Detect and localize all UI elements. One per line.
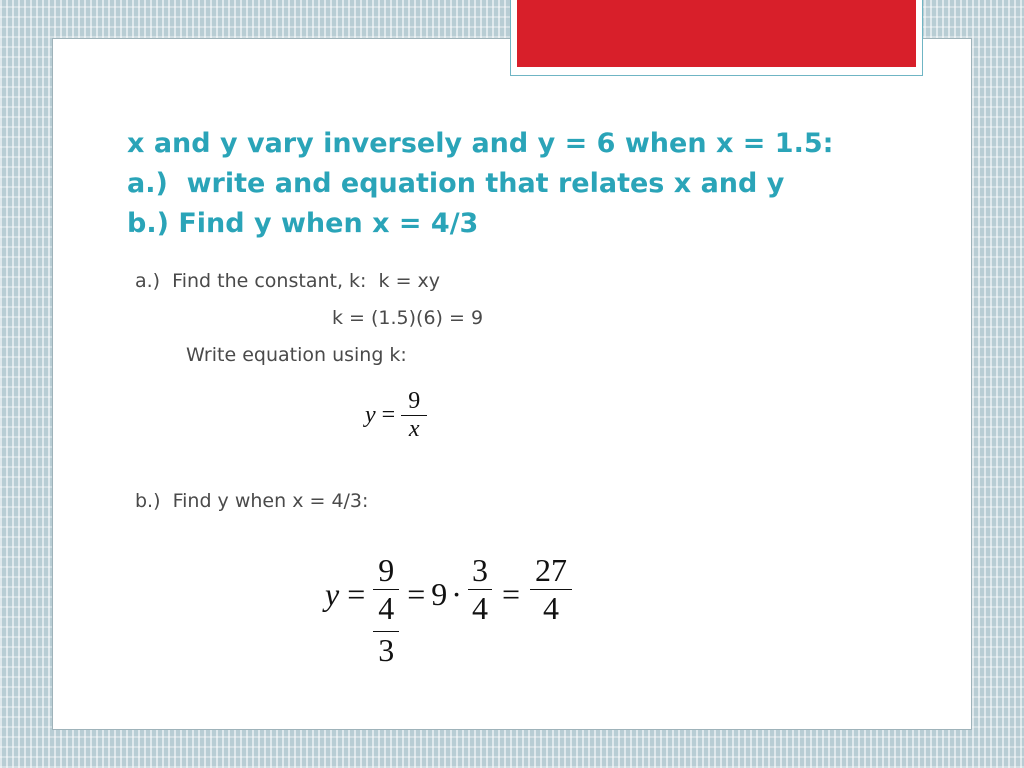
equation-a-equals: = [381,402,396,428]
title-line-1: x and y vary inversely and y = 6 when x = 1.5: [127,128,834,159]
equation-a-numerator: 9 [408,388,421,414]
equation-b-equals-3: = [501,576,520,612]
fraction-2-numerator: 3 [471,552,488,588]
equation-a-denominator: x [408,416,420,442]
part-a-line-3: Write equation using k: [186,344,407,366]
complex-fraction-inner-numerator: 4 [378,590,395,626]
fraction-3-denominator: 4 [543,590,559,626]
fraction-2-denominator: 4 [471,590,488,626]
equation-a-fraction [401,388,427,443]
equation-b-fraction-2 [468,552,492,627]
equation-b-nine: 9 [431,576,448,612]
complex-fraction-inner-denominator: 3 [378,632,395,668]
part-a-line-2: k = (1.5)(6) = 9 [332,307,484,329]
equation-b-equals-2: = [407,576,426,612]
equation-a [365,388,427,443]
header-accent-frame [510,0,923,76]
equation-b-dot: · [451,576,462,612]
part-b-line-1: b.) Find y when x = 4/3: [135,490,369,512]
part-a-line-1: a.) Find the constant, k: k = xy [135,270,441,292]
title-line-2: a.) write and equation that relates x and y [127,168,785,199]
equation-b-complex-fraction [373,552,399,669]
equation-b-lhs: y [325,576,340,612]
slide-title [127,124,833,244]
title-line-3: b.) Find y when x = 4/3 [127,208,479,239]
equation-b [325,552,572,669]
fraction-3-numerator: 27 [535,552,567,588]
header-accent-bar [517,0,916,67]
equation-a-lhs: y [365,402,376,428]
equation-b-equals-1: = [347,576,366,612]
complex-fraction-numerator: 9 [378,552,395,588]
equation-b-fraction-3 [530,552,572,627]
